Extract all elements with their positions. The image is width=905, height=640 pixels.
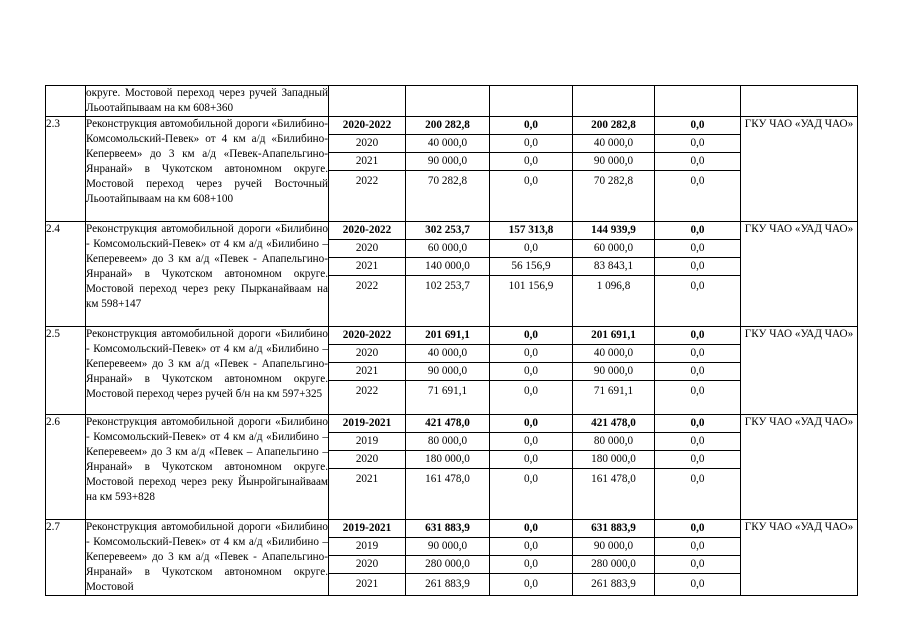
funding-col1-value: 157 313,8 xyxy=(490,222,572,240)
total-value: 71 691,1 xyxy=(427,385,468,397)
funding-col3-value: 0,0 xyxy=(655,363,740,381)
organization-cell xyxy=(741,520,858,596)
row-number: 2.4 xyxy=(46,222,86,327)
table-row xyxy=(46,520,858,596)
funding-col3-value: 0,0 xyxy=(655,345,740,363)
funding-col2-value: 201 691,1 xyxy=(573,327,654,345)
total-value: 80 000,0 xyxy=(406,433,489,451)
funding-col3-cell xyxy=(655,222,741,327)
table-row xyxy=(46,327,858,415)
funding-col1-value: 0,0 xyxy=(490,451,572,469)
funding-col3-value: 0,0 xyxy=(655,153,740,171)
row-description-cell xyxy=(86,222,329,327)
funding-col1-value: 0,0 xyxy=(524,578,538,590)
funding-col2-value: 631 883,9 xyxy=(573,520,654,538)
funding-col1-value: 0,0 xyxy=(490,327,572,345)
funding-col1-value: 0,0 xyxy=(490,433,572,451)
total-cell xyxy=(406,222,490,327)
funding-col3-value: 0,0 xyxy=(690,175,705,187)
period-value: 2021 xyxy=(355,473,379,485)
funding-col2-cell xyxy=(573,117,655,222)
funding-col3-value: 0,0 xyxy=(690,280,705,292)
row-description: округе. Мостовой переход через ручей Западный Льоотайпываам на км 608+360 xyxy=(86,87,328,114)
table-row-continuation xyxy=(46,86,858,117)
row-description-cell xyxy=(86,520,329,596)
period-value: 2020-2022 xyxy=(329,222,405,240)
total-value: 302 253,7 xyxy=(406,222,489,240)
total-value: 140 000,0 xyxy=(406,258,489,276)
funding-col3-value: 0,0 xyxy=(655,222,740,240)
period-value: 2020-2022 xyxy=(329,327,405,345)
funding-col3-cell xyxy=(655,117,741,222)
funding-col2-cell xyxy=(573,86,655,117)
row-number: 2.7 xyxy=(46,520,86,596)
organization-cell xyxy=(741,415,858,520)
funding-col1-value: 0,0 xyxy=(490,538,572,556)
organization-name: ГКУ ЧАО «УАД ЧАО» xyxy=(744,118,854,130)
period-cell xyxy=(329,117,406,222)
table-row xyxy=(46,415,858,520)
funding-col2-cell xyxy=(573,520,655,596)
total-value: 90 000,0 xyxy=(406,153,489,171)
total-value: 261 883,9 xyxy=(425,578,470,590)
row-description: Реконструкция автомобильной дороги «Билибино - Комсомольский-Певек» от 4 км а/д «Билибино – Кеперевеем» до 3 км а/д «Певек - Апапельгино-Янранай» в Чукотском автономном округе. Мостовой xyxy=(86,521,328,593)
period-cell xyxy=(329,520,406,596)
funding-col1-cell xyxy=(490,86,573,117)
organization-cell xyxy=(741,327,858,415)
total-value: 201 691,1 xyxy=(406,327,489,345)
period-value: 2021 xyxy=(329,258,405,276)
row-description: Реконструкция автомобильной дороги «Билибино - Комсомольский-Певек» от 4 км а/д «Билибино – Кеперевеем» до 3 км а/д «Певек – Апапельгино – Янранай» в Чукотском автономном округе. Мостовой переход через реку Йынройгынайваам на км 593+828 xyxy=(86,416,328,503)
funding-col2-cell xyxy=(573,222,655,327)
funding-col3-value: 0,0 xyxy=(655,258,740,276)
table-body xyxy=(46,86,858,596)
period-value: 2021 xyxy=(329,363,405,381)
row-description-cell xyxy=(86,86,329,117)
funding-col1-value: 0,0 xyxy=(490,556,572,574)
organization-name: ГКУ ЧАО «УАД ЧАО» xyxy=(744,416,854,428)
funding-col2-value: 261 883,9 xyxy=(591,578,636,590)
funding-col3-value: 0,0 xyxy=(655,433,740,451)
period-cell xyxy=(329,327,406,415)
organization-cell xyxy=(741,117,858,222)
organization-name: ГКУ ЧАО «УАД ЧАО» xyxy=(744,521,854,533)
total-value: 161 478,0 xyxy=(425,473,470,485)
total-value: 40 000,0 xyxy=(406,135,489,153)
funding-col1-value: 0,0 xyxy=(490,345,572,363)
organization-name: ГКУ ЧАО «УАД ЧАО» xyxy=(744,328,854,340)
funding-col2-value: 40 000,0 xyxy=(573,135,654,153)
funding-col2-value: 90 000,0 xyxy=(573,153,654,171)
funding-col3-value: 0,0 xyxy=(690,578,705,590)
funding-col1-value: 0,0 xyxy=(490,415,572,433)
funding-col1-value: 56 156,9 xyxy=(490,258,572,276)
funding-col2-value: 70 282,8 xyxy=(593,175,634,187)
funding-col3-value: 0,0 xyxy=(655,135,740,153)
period-value: 2019 xyxy=(329,433,405,451)
total-value: 102 253,7 xyxy=(425,280,470,292)
total-cell xyxy=(406,117,490,222)
organization-cell xyxy=(741,222,858,327)
row-description-cell xyxy=(86,117,329,222)
funding-col2-value: 1 096,8 xyxy=(596,280,631,292)
funding-col3-cell xyxy=(655,415,741,520)
funding-col1-value: 0,0 xyxy=(490,363,572,381)
period-cell xyxy=(329,86,406,117)
total-cell xyxy=(406,520,490,596)
funding-col2-value: 200 282,8 xyxy=(573,117,654,135)
period-value: 2020-2022 xyxy=(329,117,405,135)
row-number-cell xyxy=(46,86,86,117)
funding-col3-value: 0,0 xyxy=(690,473,705,485)
total-value: 200 282,8 xyxy=(406,117,489,135)
period-value: 2019 xyxy=(329,538,405,556)
funding-col3-value: 0,0 xyxy=(655,117,740,135)
funding-col2-value: 180 000,0 xyxy=(573,451,654,469)
funding-col1-cell xyxy=(490,222,573,327)
budget-table xyxy=(45,85,858,596)
funding-col1-cell xyxy=(490,117,573,222)
funding-col3-value: 0,0 xyxy=(690,385,705,397)
total-cell xyxy=(406,327,490,415)
funding-col2-cell xyxy=(573,327,655,415)
total-value: 421 478,0 xyxy=(406,415,489,433)
row-description: Реконструкция автомобильной дороги «Билибино-Комсомольский-Певек» от 4 км а/д «Билибино-Кепервеем» до 3 км а/д «Певек-Апапельгино-Янранай» в Чукотском автономном округе. Мостовой переход через ручей Восточный Льоотайпываам на км 608+100 xyxy=(86,118,328,205)
row-description: Реконструкция автомобильной дороги «Билибино - Комсомольский-Певек» от 4 км а/д «Билибино – Кеперевеем» до 3 км а/д «Певек - Апапельгино-Янранай» в Чукотском автономном округе. Мостовой переход через ручей б/н на км 597+325 xyxy=(86,328,328,400)
total-value: 180 000,0 xyxy=(406,451,489,469)
period-value: 2019-2021 xyxy=(329,520,405,538)
total-cell xyxy=(406,86,490,117)
period-value: 2022 xyxy=(355,175,379,187)
funding-col2-value: 421 478,0 xyxy=(573,415,654,433)
row-description-cell xyxy=(86,327,329,415)
period-value: 2022 xyxy=(355,385,379,397)
funding-col2-value: 280 000,0 xyxy=(573,556,654,574)
funding-col3-cell xyxy=(655,327,741,415)
funding-col2-value: 83 843,1 xyxy=(573,258,654,276)
funding-col3-value: 0,0 xyxy=(655,327,740,345)
total-value: 90 000,0 xyxy=(406,363,489,381)
funding-col2-value: 71 691,1 xyxy=(593,385,634,397)
period-value: 2020 xyxy=(329,135,405,153)
total-value: 60 000,0 xyxy=(406,240,489,258)
table-row xyxy=(46,222,858,327)
period-value: 2020 xyxy=(329,556,405,574)
period-value: 2019-2021 xyxy=(329,415,405,433)
funding-col1-value: 0,0 xyxy=(490,135,572,153)
funding-col2-value: 144 939,9 xyxy=(573,222,654,240)
organization-name: ГКУ ЧАО «УАД ЧАО» xyxy=(744,223,854,235)
period-value: 2020 xyxy=(329,240,405,258)
funding-col2-value: 60 000,0 xyxy=(573,240,654,258)
funding-col2-value: 40 000,0 xyxy=(573,345,654,363)
funding-col1-value: 0,0 xyxy=(524,175,538,187)
funding-col1-cell xyxy=(490,520,573,596)
row-number: 2.3 xyxy=(46,117,86,222)
funding-col3-value: 0,0 xyxy=(655,415,740,433)
funding-col3-value: 0,0 xyxy=(655,240,740,258)
funding-col3-cell xyxy=(655,520,741,596)
period-value: 2021 xyxy=(355,578,379,590)
period-value: 2021 xyxy=(329,153,405,171)
funding-col2-cell xyxy=(573,415,655,520)
funding-col3-value: 0,0 xyxy=(655,556,740,574)
total-value: 90 000,0 xyxy=(406,538,489,556)
total-value: 70 282,8 xyxy=(427,175,468,187)
funding-col1-value: 0,0 xyxy=(524,385,538,397)
total-cell xyxy=(406,415,490,520)
row-number: 2.6 xyxy=(46,415,86,520)
organization-cell xyxy=(741,86,858,117)
row-number: 2.5 xyxy=(46,327,86,415)
funding-col1-cell xyxy=(490,415,573,520)
period-value: 2022 xyxy=(355,280,379,292)
funding-col1-value: 0,0 xyxy=(490,520,572,538)
funding-col1-value: 0,0 xyxy=(524,473,538,485)
row-description: Реконструкция автомобильной дороги «Билибино - Комсомольский-Певек» от 4 км а/д «Билибино – Кеперевеем» до 3 км а/д «Певек - Апапельгино-Янранай» в Чукотском автономном округе. Мостовой переход через реку Пырканайваам на км 598+147 xyxy=(86,223,328,310)
total-value: 40 000,0 xyxy=(406,345,489,363)
period-value: 2020 xyxy=(329,345,405,363)
period-value: 2020 xyxy=(329,451,405,469)
funding-col2-value: 90 000,0 xyxy=(573,538,654,556)
funding-col1-value: 0,0 xyxy=(490,240,572,258)
funding-col2-value: 80 000,0 xyxy=(573,433,654,451)
period-cell xyxy=(329,222,406,327)
table-row xyxy=(46,117,858,222)
funding-col3-value: 0,0 xyxy=(655,451,740,469)
funding-col2-value: 90 000,0 xyxy=(573,363,654,381)
row-description-cell xyxy=(86,415,329,520)
funding-col1-cell xyxy=(490,327,573,415)
funding-col1-value: 0,0 xyxy=(490,153,572,171)
funding-col2-value: 161 478,0 xyxy=(591,473,636,485)
period-cell xyxy=(329,415,406,520)
total-value: 631 883,9 xyxy=(406,520,489,538)
funding-col3-value: 0,0 xyxy=(655,520,740,538)
funding-col3-cell xyxy=(655,86,741,117)
funding-col1-value: 101 156,9 xyxy=(508,280,554,292)
total-value: 280 000,0 xyxy=(406,556,489,574)
funding-col1-value: 0,0 xyxy=(490,117,572,135)
funding-col3-value: 0,0 xyxy=(655,538,740,556)
